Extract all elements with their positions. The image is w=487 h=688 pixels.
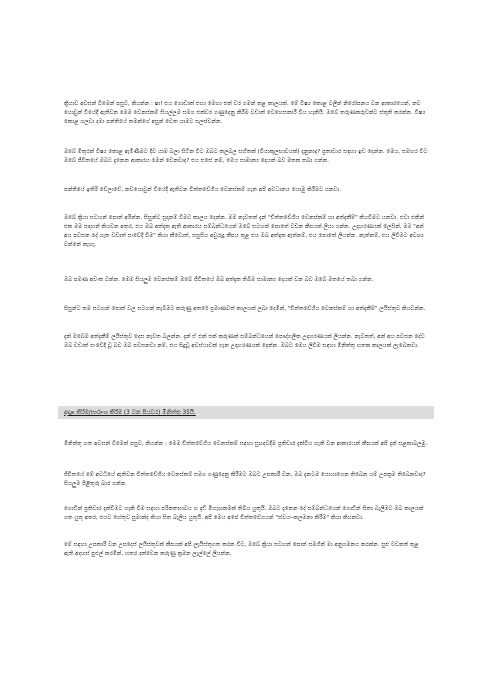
paragraph-6: සිසුන්ට තම සටහන් පොත් වල සටහන් කැබීමට කරුණු අතරේ ප්‍රමාණවත් කාලයක් ලබා දෙමින්, "චිත්තවේගීය වෙනස්කම් හා අත්දැකීම්" ලයිස්තුව කියවන්න. (64, 306, 426, 312)
paragraph-9: ජීවිතයේ මේ අවධියේ ඇතිවන චිත්තවේගීය වෙනස්කම් සමග ගණුදෙනු කිරීමට ඔබට උපකාරී වන, ඔබ දැනටම යොයාගෙන තිබෙන යම් උපක්‍රම තිබෙනවාද? සියලුම පිළිතුරු බාර ගන්න. (64, 472, 426, 487)
paragraph-3: පන්තියේ ඉතිරි වේලාවේ, නවයොවුන් වියේදී ඇතිවන චිත්තවේගීය වෙනස්කම් ගැන අපි අවධානය යොමු කිරීමට යනවා. (64, 187, 342, 193)
paragraph-5: ඔබ පමණ අවංක වන්න. මෙම සියලුම වෙනස්කම් ඔබේ ජීවිතයේ ඔබ අත්දැක තිබීම සාමාන්‍ය දෙයක් වන බව ඔබේ මතයේ තබා ගන්න. (64, 277, 374, 283)
paragraph-1: ක්‍රියාව අවසන් වීමෙන් පසුව, කියන්න : ෂා! එය ගොඩාක් එහා මෙහා එක් වර ගමන් කළ කාලයක්. මේ විෂ්‍ය කොළ වලින් නිරෝපනය වන ආකාරයෙන්, නව යොවුන් වියේදී ඇතිවන මෙම වෙනස්කම් සියල්ලම සමග එක්වර ගණුදෙනු කිරීම වඩාත් වෙහෙසකාරී විය හැකියි. ඔබේ තරුණකරුවන්ට ස්තූති කරන්න. විෂ්‍ය කොළ ගලවා දමා පන්තියේ තමන්ගේ අසුන් වෙත යාමට සලස්වන්න. (64, 101, 426, 125)
paragraph-10: ගොඩින් ප්‍රතිචාර දැක්වීමට හැකි වීම සඳහා පරිනතභාවය හ දැඩි මිහැඟකමක් තිබිය යුතුයි. ඔබට දැනෙන දේ සම්බන්ධයෙන් ගොඩින් සිතා බැලීමට ඔබ කාලයක් ගත යුතු අතර, එයට හේතුව සුමාන්ද කියා සිත බැලිය යුතුයි. අපි මෙය අපේ චිත්තවේගයන් "ස්වයං-කලමනා කිරීම" කියා කියනවා. (64, 506, 424, 521)
paragraph-2: ඔබේ මිතුරන් විෂ්‍ය කොළ ඇමිණීමට දිව යාම බලා සිටින විට ඔබට කලබල සහිතක් (වියාකූලභාවයක්) දැනුනාද? ප්‍රතාචාර සඳහා ඉඩ දෙන්න. මෙය, සමහර විට ඔබේ ජීවිතයේ ඔබට දැනෙන ආකාරය මෙන් වෙනවාද? එය එසේ නම්, මෙය සාමාන්‍ය දෙයක් බව මතක තබා ගන්න. (64, 149, 428, 164)
paragraph-11: මේ සඳහා උපකාරී වන උපදෙස් ලයිස්තුවක් කීපයක් අපි ලැයිස්තුගත කරන විට, ඔබේ ක්‍රියා සටහන් පොත් සමගින් මා අනුගමනය කරන්න. සුළු වචනත් තුළ ඇති අදහස් පුළුල් කරමින්, හතර දක්වෙන කරුණු ක්‍රමන ලැල්ලේ ලියන්න. (64, 542, 419, 557)
paragraph-8: මිනිත්තු හත අවසන් වීමෙන් පසුව, කියන්න : මෙම චිත්තවේගීය වෙනස්කම් සඳහා සුහදවදීම ප්‍රතිචාර දැක්විය හැකි වන ආකාරයන් කීපයක් අපි දැන් සළකාබලමු. (64, 441, 428, 447)
paragraph-7: දැන් ඔබේම අත්දැකීම් ලයිස්තුව දෙස නැවත බලන්න. දැන් ඒ එක් එක් කරුණක් සම්බන්ධයෙන් පෞද්ගලික උදාහරණයක් ලියන්න. නැවතත්, අන් අය පවසන දේට ඔබ වඩාත් සංවේදී වූ බව ඔබ පවසනවා නම්, එය සිදුවූ අවස්ථාවක් ගැන උදාහරණයක් දෙන්න. ඔබට මෙය ලිවීම සඳහා මිනිත්තු හතක කාලයක් ලැබෙනවා. (64, 334, 425, 349)
paragraph-4: ඔබේ ක්‍රියා සටහන් පොත් අරින්න. සිසුන්ට සූදානම් වීමට කාලය දෙන්න. මම නැවතත් දැන් "චිත්තවේගීය වෙනස්කම් හා අත්දැකීම්" කියවීමට යනවා. එවා එකින් එක මම සඳහන් කියවන අතර, එය ඔබ අත්දැක ඇති ආකාරය සම්බන්ධයෙන් ඔබේ සටහන් පොතේ වචන කීපයක් ලියා ගන්න. උදාහරණයක් ලෙසින්, මම "අන් අය පවසන දේ ගැන වඩාත් සංවේදී වීම" කියා කීවොත්, සසුසිය අවුරුදු කීපය තුළ එය ඔබ අත්දැක ඇත්නම්, එය පොතේ ලියන්න. නැත්නම්, එය ලිවීමට අවශ්‍ය වන්නේ නැහැ. (64, 215, 425, 248)
section-heading: අදාළ කිරීම/සාරාංශ කිරීම (3 වන පියවර) මිනිත්තු 35යි. (64, 410, 196, 416)
